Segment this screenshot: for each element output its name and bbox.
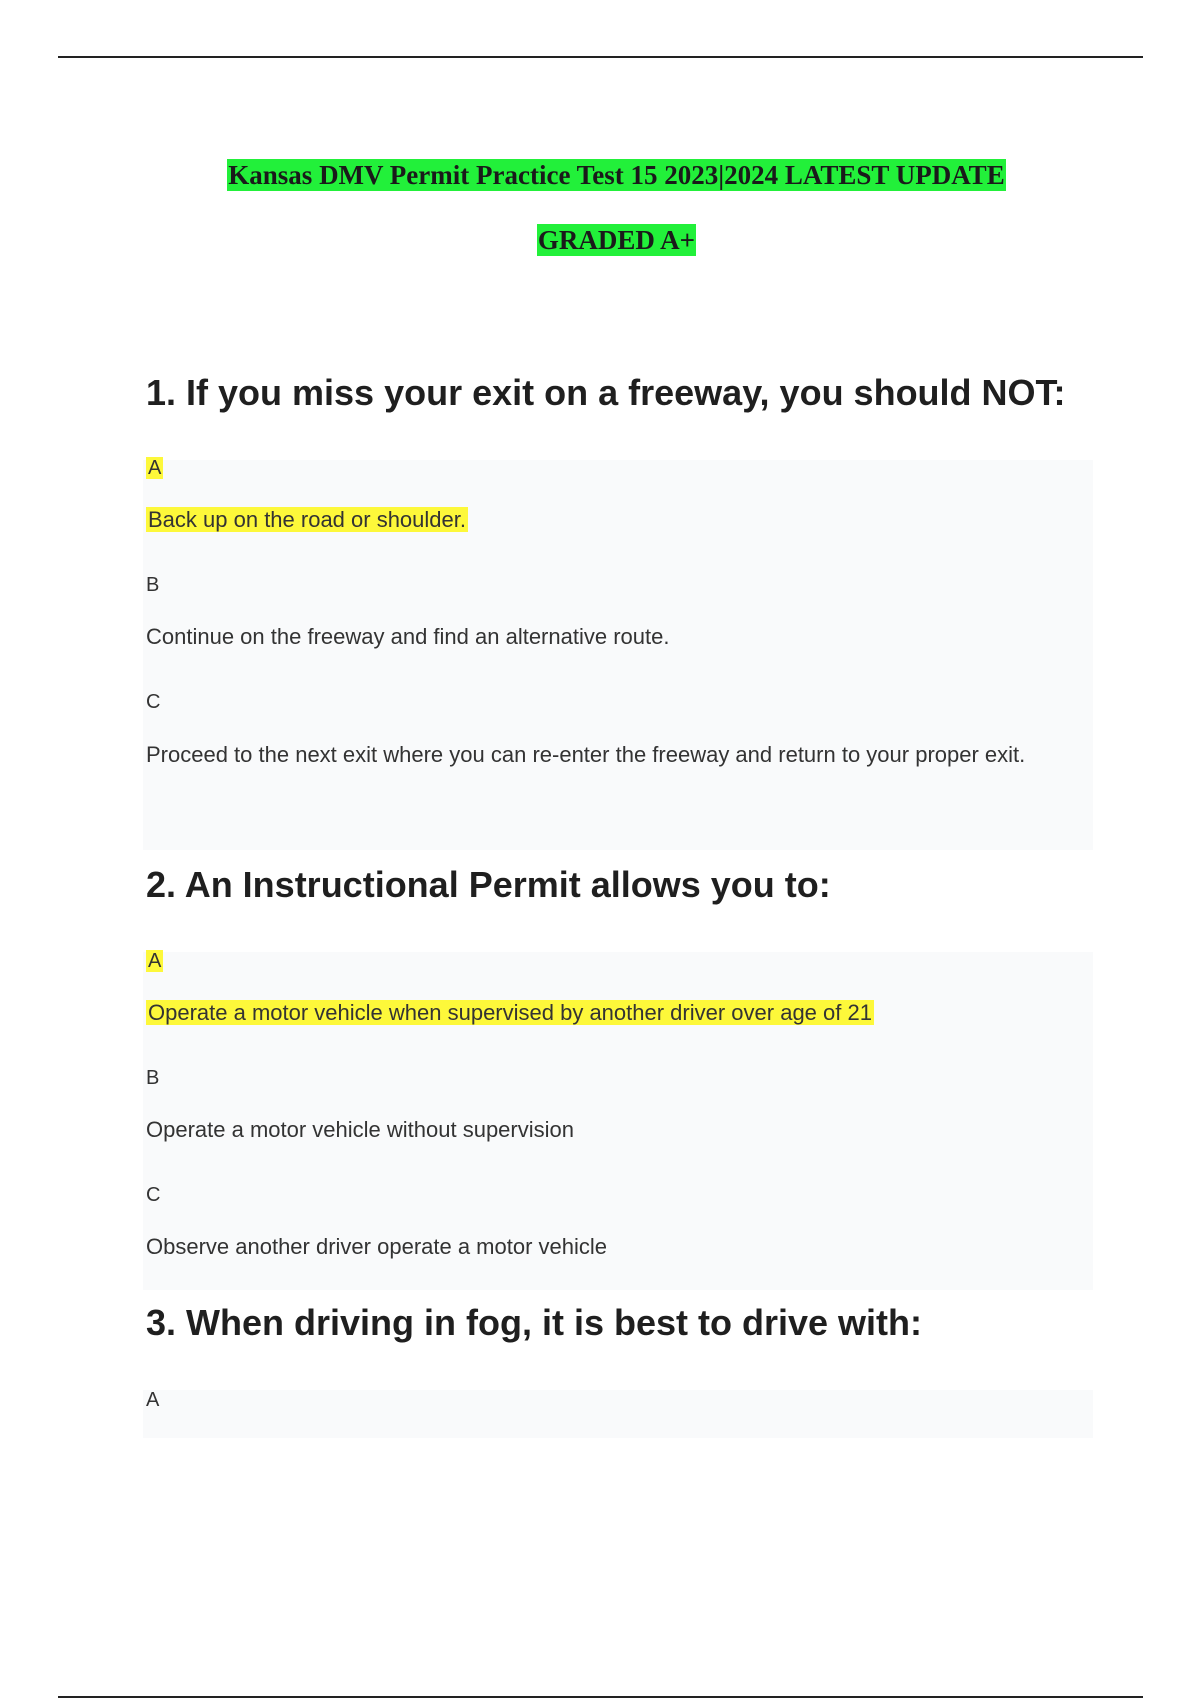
title-line-1: Kansas DMV Permit Practice Test 15 2023|2024 LATEST UPDATE xyxy=(228,160,1005,190)
question-1-option-b-text: Continue on the freeway and find an alternative route. xyxy=(146,624,670,649)
question-1-option-a-letter: A xyxy=(148,457,162,479)
question-2-option-a-letter: A xyxy=(148,950,162,972)
question-2-option-c-letter: C xyxy=(146,1184,161,1206)
question-1-option-c-letter: C xyxy=(146,691,161,713)
question-3-option-a-letter: A xyxy=(146,1389,160,1411)
title-line-2: GRADED A+ xyxy=(537,225,696,255)
question-3-title: 3. When driving in fog, it is best to drive with: xyxy=(146,1302,923,1343)
question-2-option-b-letter: B xyxy=(146,1067,160,1089)
question-2-option-c-text: Observe another driver operate a motor vehicle xyxy=(146,1234,608,1259)
question-2-option-a-text: Operate a motor vehicle when supervised by another driver over age of 21 xyxy=(148,1000,872,1025)
question-2-title: 2. An Instructional Permit allows you to: xyxy=(146,864,831,905)
question-1-option-a-text: Back up on the road or shoulder. xyxy=(148,507,466,532)
question-1-option-b-letter: B xyxy=(146,574,160,596)
question-1-title: 1. If you miss your exit on a freeway, you should NOT: xyxy=(146,372,1066,413)
question-3-options xyxy=(143,1390,1093,1438)
bottom-rule xyxy=(58,1696,1143,1698)
document-title xyxy=(0,143,1200,273)
question-1-option-c-text: Proceed to the next exit where you can re-enter the freeway and return to your proper exit. xyxy=(146,742,1026,767)
top-rule xyxy=(58,56,1143,58)
question-2-option-b-text: Operate a motor vehicle without supervision xyxy=(146,1117,574,1142)
